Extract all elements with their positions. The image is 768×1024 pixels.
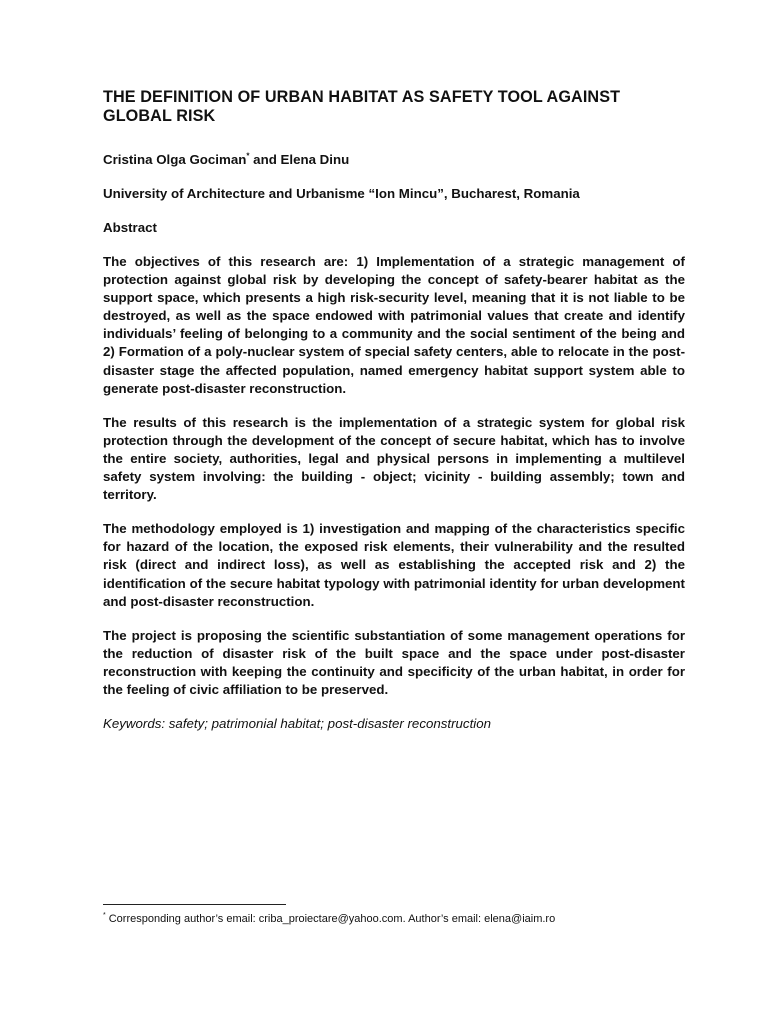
author-footnote-mark: * bbox=[246, 151, 250, 161]
keywords: Keywords: safety; patrimonial habitat; post-disaster reconstruction bbox=[103, 716, 492, 732]
footnote bbox=[103, 912, 703, 926]
paper-title: THE DEFINITION OF URBAN HABITAT AS SAFETY TOOL AGAINST GLOBAL RISK bbox=[103, 88, 621, 125]
abstract-paragraph-objectives: The objectives of this research are: 1) Implementation of a strategic management of protection against global risk by developing the concept of safety-bearer habitat as the support space, which presents a high risk-security level, meaning that it is not liable to be destroyed, as well as the space endowed with patrimonial values that create and identify individuals’ feeling of belonging to a community and the social sentiment of the being and 2) Formation of a poly-nuclear system of special safety centers, able to relocate in the post-disaster stage the affected population, named emergency habitat support system able to generate post-disaster reconstruction. bbox=[103, 254, 685, 396]
other-authors: and Elena Dinu bbox=[249, 152, 350, 167]
footnote-divider bbox=[103, 904, 286, 905]
footnote-mark: * bbox=[103, 912, 106, 920]
abstract-paragraph-project: The project is proposing the scientific substantiation of some management operations for the reduction of disaster risk of the built space and the space under post-disaster reconstruction with keeping the continuity and specificity of the urban habitat, in order for the feeling of civic affiliation to be preserved. bbox=[103, 627, 685, 697]
author-line bbox=[103, 151, 685, 169]
abstract-paragraph-methodology: The methodology employed is 1) investigation and mapping of the characteristics specific for hazard of the location, the exposed risk elements, their vulnerability and the resulted risk (direct and indirect loss), as well as establishing the accepted risk and 2) the identification of the secure habitat typology with patrimonial identity for urban development and post-disaster reconstruction. bbox=[103, 521, 685, 609]
paper-page bbox=[103, 88, 685, 733]
affiliation: University of Architecture and Urbanisme “Ion Mincu”, Bucharest, Romania bbox=[103, 186, 580, 201]
footnote-text: Corresponding author’s email: criba_proiectare@yahoo.com. Author’s email: elena@iaim.ro bbox=[108, 913, 556, 925]
abstract-paragraph-results: The results of this research is the implementation of a strategic system for global risk protection through the development of the concept of secure habitat, which has to involve the entire society, authorities, legal and physical persons in implementing a multilevel safety system involving: the building - object; vicinity - building assembly; town and territory. bbox=[103, 414, 685, 503]
first-author: Cristina Olga Gociman bbox=[103, 152, 247, 167]
abstract-heading: Abstract bbox=[103, 220, 157, 235]
